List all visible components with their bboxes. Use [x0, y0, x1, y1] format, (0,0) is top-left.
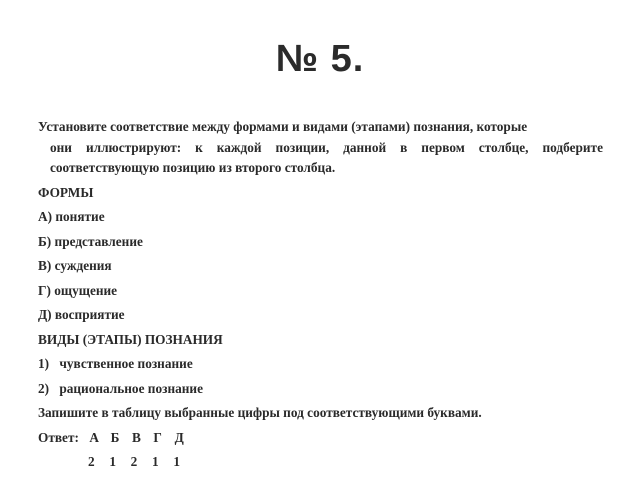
- answer-digit: 1: [109, 454, 116, 469]
- answer-letter: Б: [110, 429, 120, 445]
- kind-item-number: 1): [38, 356, 50, 371]
- form-item-v: В) суждения: [38, 258, 112, 273]
- answer-digit: 2: [88, 454, 95, 469]
- answer-label: Ответ:: [38, 429, 79, 445]
- form-item-b: Б) представление: [38, 233, 143, 249]
- answer-letter: А: [89, 429, 99, 445]
- task-text: [38, 117, 603, 179]
- kind-item-2: [38, 379, 603, 400]
- answer-digit: 2: [130, 454, 138, 469]
- kinds-heading: ВИДЫ (ЭТАПЫ) ПОЗНАНИЯ: [38, 331, 223, 347]
- form-item-d: Д) восприятие: [38, 307, 125, 322]
- task-rest: они иллюстрируют: к каждой позиции, данной в первом столбце, подберите соответствующую позицию из второго столбца.: [50, 139, 603, 175]
- answer-letters: [89, 430, 192, 445]
- kind-item-text: чувственное познание: [59, 356, 193, 371]
- page-title: № 5.: [275, 38, 365, 80]
- kind-item-1: [38, 354, 603, 375]
- answer-digits: [38, 452, 603, 473]
- form-item-g: Г) ощущение: [38, 282, 118, 298]
- answer-row: [38, 428, 603, 449]
- answer-letter: Д: [174, 429, 184, 445]
- task-first-line: Установите соответствие между формами и видами (этапами) познания, которые: [38, 119, 528, 134]
- kind-item-number: 2): [38, 380, 50, 396]
- answer-digit: 1: [151, 454, 159, 469]
- answer-letter: Г: [153, 429, 162, 445]
- answer-letter: В: [131, 429, 141, 445]
- instruction: Запишите в таблицу выбранные цифры под соответствующими буквами.: [38, 405, 482, 420]
- forms-heading: ФОРМЫ: [38, 184, 94, 200]
- kind-item-text: рациональное познание: [59, 380, 203, 396]
- task-content: [38, 117, 603, 473]
- answer-digit: 1: [173, 454, 180, 469]
- form-item-a: А) понятие: [38, 209, 105, 224]
